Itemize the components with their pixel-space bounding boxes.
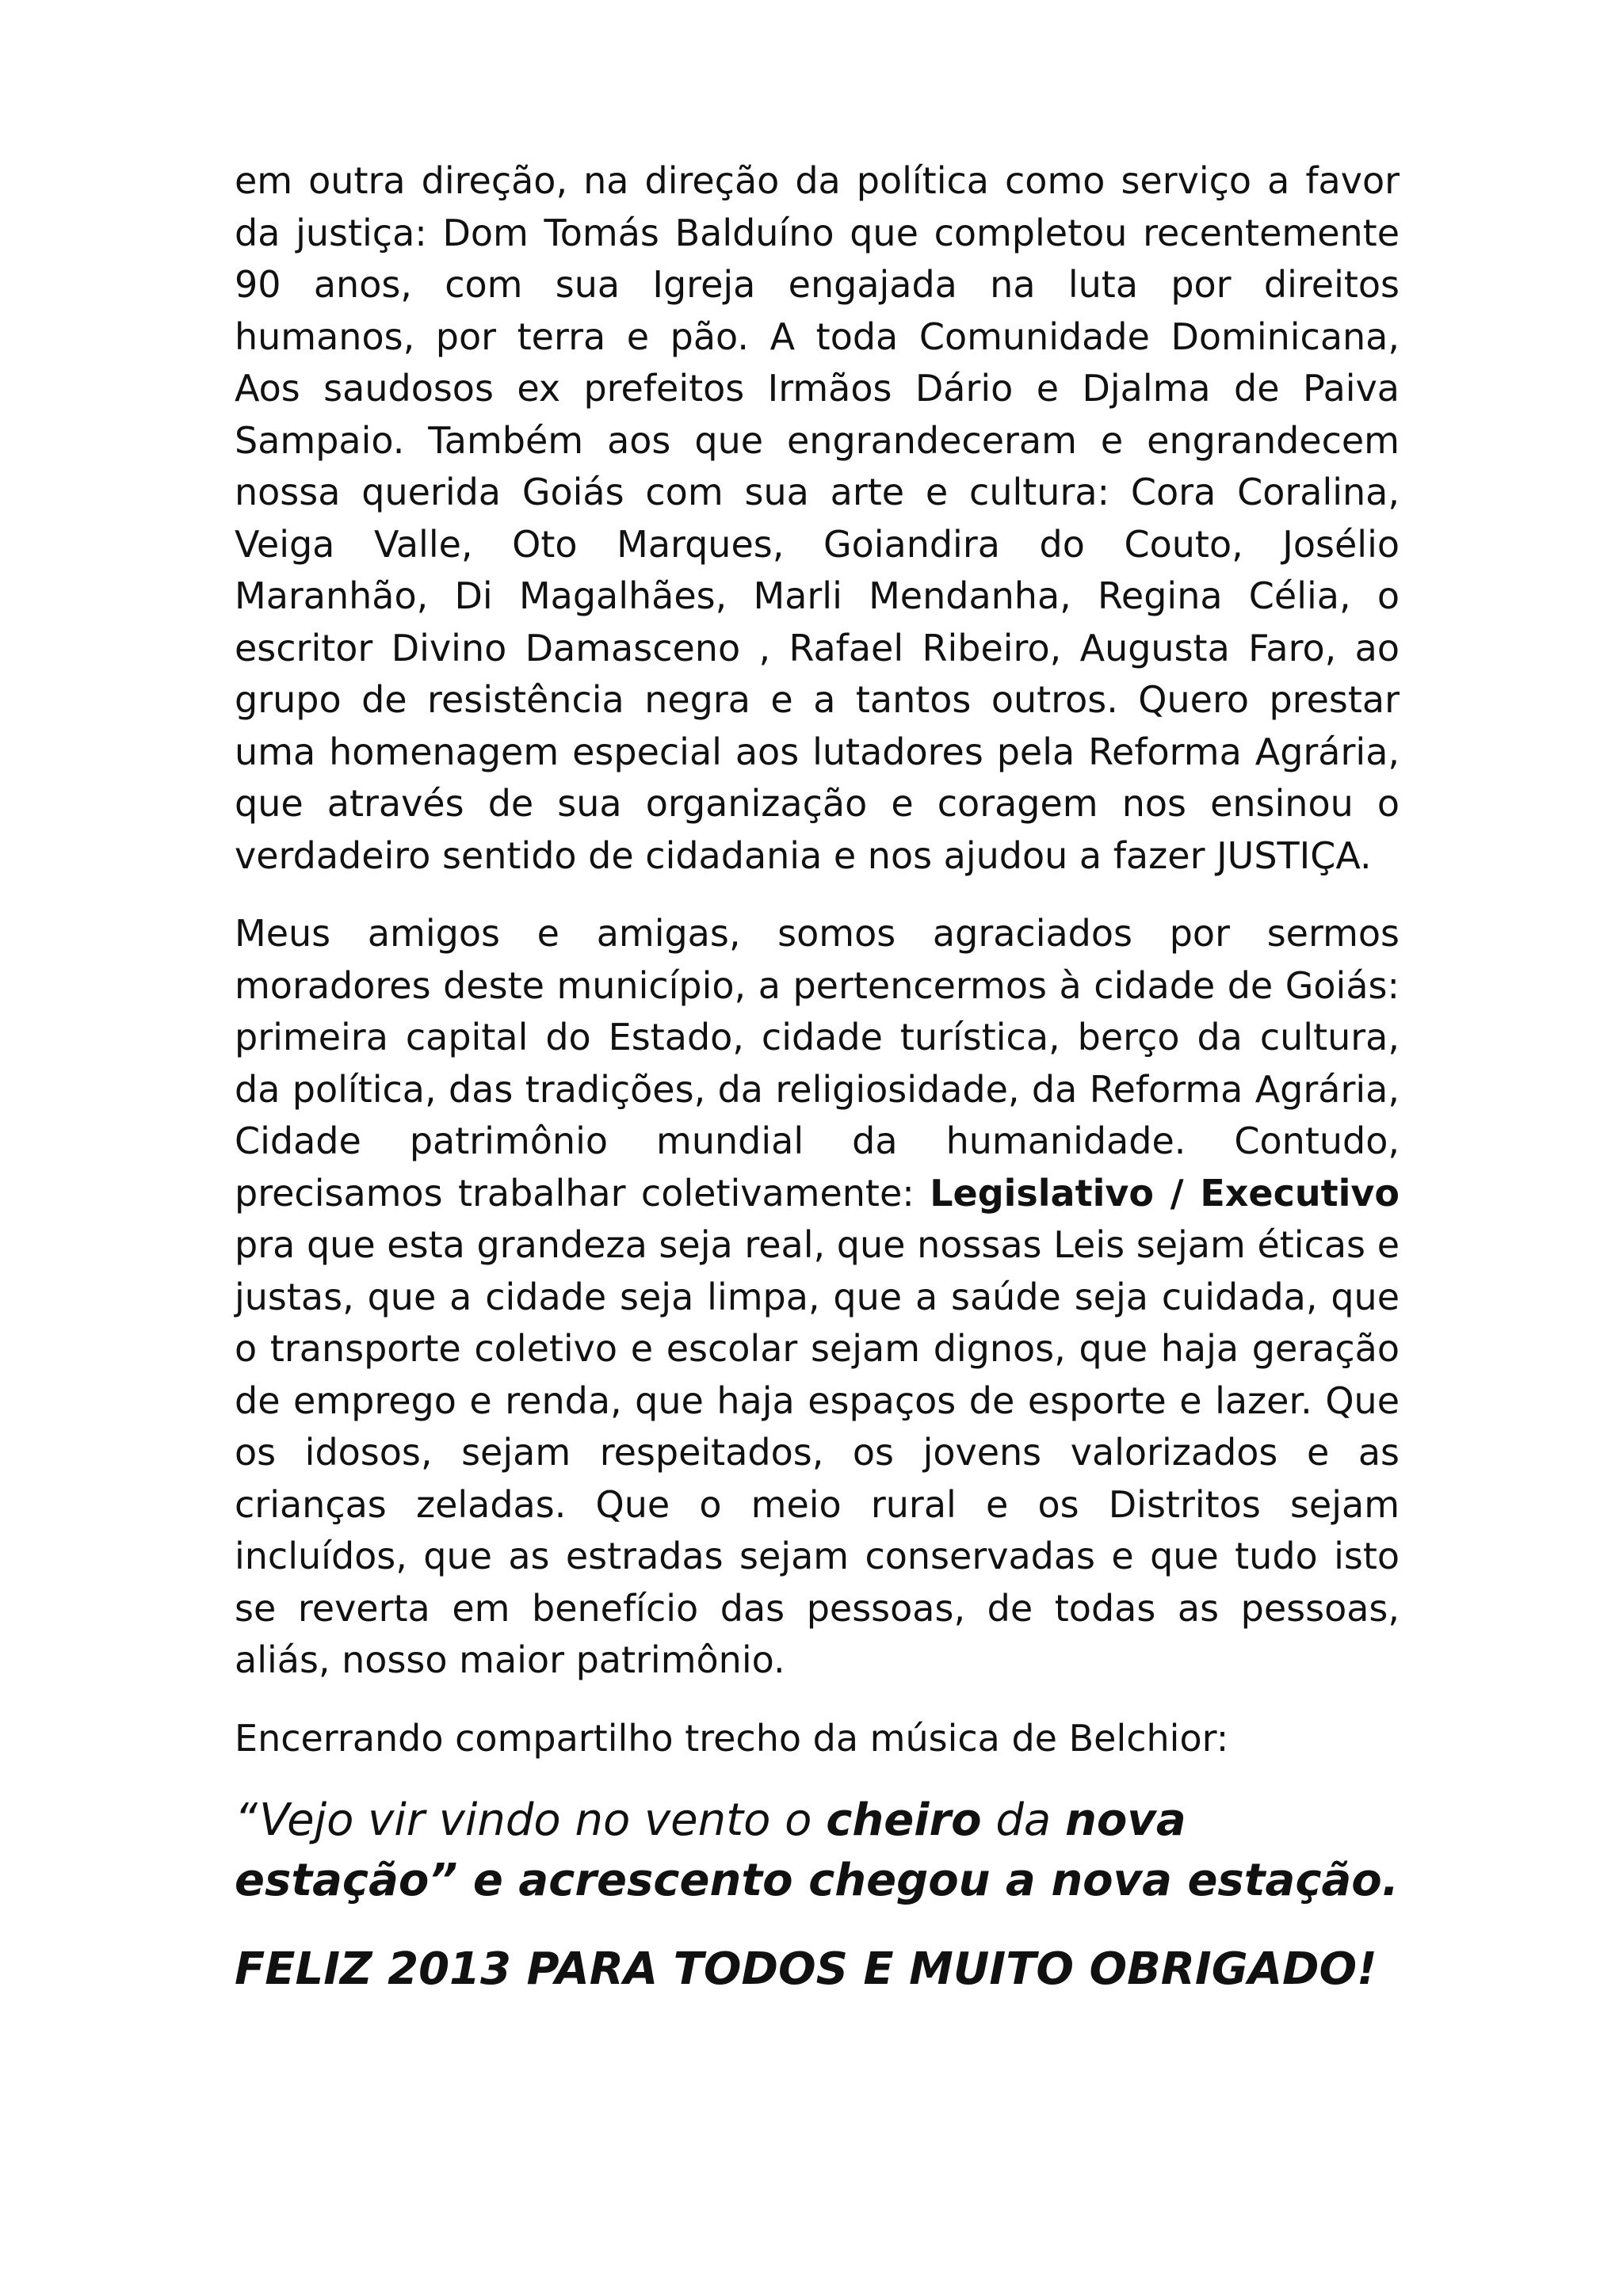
paragraph-city-text-end: pra que esta grandeza seja real, que nossas Leis sejam éticas e justas, que a cidade seja limpa, que a saúde seja cuidada, que o transporte coletivo e escolar sejam dignos, que haja geração de emprego e renda, que haja espaços de esporte e lazer. Que os idosos, sejam respeitados, os jovens valorizados e as crianças zeladas. Que o meio rural e os Distritos sejam incluídos, que as estradas sejam conservadas e que tudo isto se reverta em benefício das pessoas, de todas as pessoas, aliás, nosso maior patrimônio. [235,1223,1400,1681]
paragraph-city-bold: Legislativo / Executivo [930,1171,1400,1215]
closing-greeting: FELIZ 2013 PARA TODOS E MUITO OBRIGADO! [235,1943,1377,1995]
paragraph-closing-intro: Encerrando compartilho trecho da música de Belchior: [235,1716,1229,1760]
song-quote-part2: da [981,1794,1066,1846]
paragraph-tribute: em outra direção, na direção da política como serviço a favor da justiça: Dom Tomás Balduíno que completou recentemente 90 anos, com sua Igreja engajada na luta por direitos humanos, por terra e pão. A toda Comunidade Dominicana, Aos saudosos ex prefeitos Irmãos Dário e Djalma de Paiva Sampaio. Também aos que engrandeceram e engrandecem nossa querida Goiás com sua arte e cultura: Cora Coralina, Veiga Valle, Oto Marques, Goiandira do Couto, Josélio Maranhão, Di Magalhães, Marli Mendanha, Regina Célia, o escritor Divino Damasceno , Rafael Ribeiro, Augusta Faro, ao grupo de resistência negra e a tantos outros. Quero prestar uma homenagem especial aos lutadores pela Reforma Agrária, que através de sua organização e coragem nos ensinou o verdadeiro sentido de cidadania e nos ajudou a fazer JUSTIÇA. [235,159,1400,877]
document-page [235,155,1400,2000]
song-quote [235,1791,1400,1911]
song-quote-bold2: nova estação” e acrescento chegou a nova estação. [235,1794,1400,1906]
song-quote-bold1: cheiro [826,1794,982,1846]
paragraph-city-text-start: Meus amigos e amigas, somos agraciados por sermos moradores deste município, a pertencermos à cidade de Goiás: primeira capital do Estado, cidade turística, berço da cultura, da política, das tradições, da religiosidade, da Reforma Agrária, Cidade patrimônio mundial da humanidade. Contudo, precisamos trabalhar coletivamente: [235,912,1400,1215]
paragraph-city [235,908,1400,1687]
song-quote-part1: “Vejo vir vindo no vento o [235,1794,827,1846]
